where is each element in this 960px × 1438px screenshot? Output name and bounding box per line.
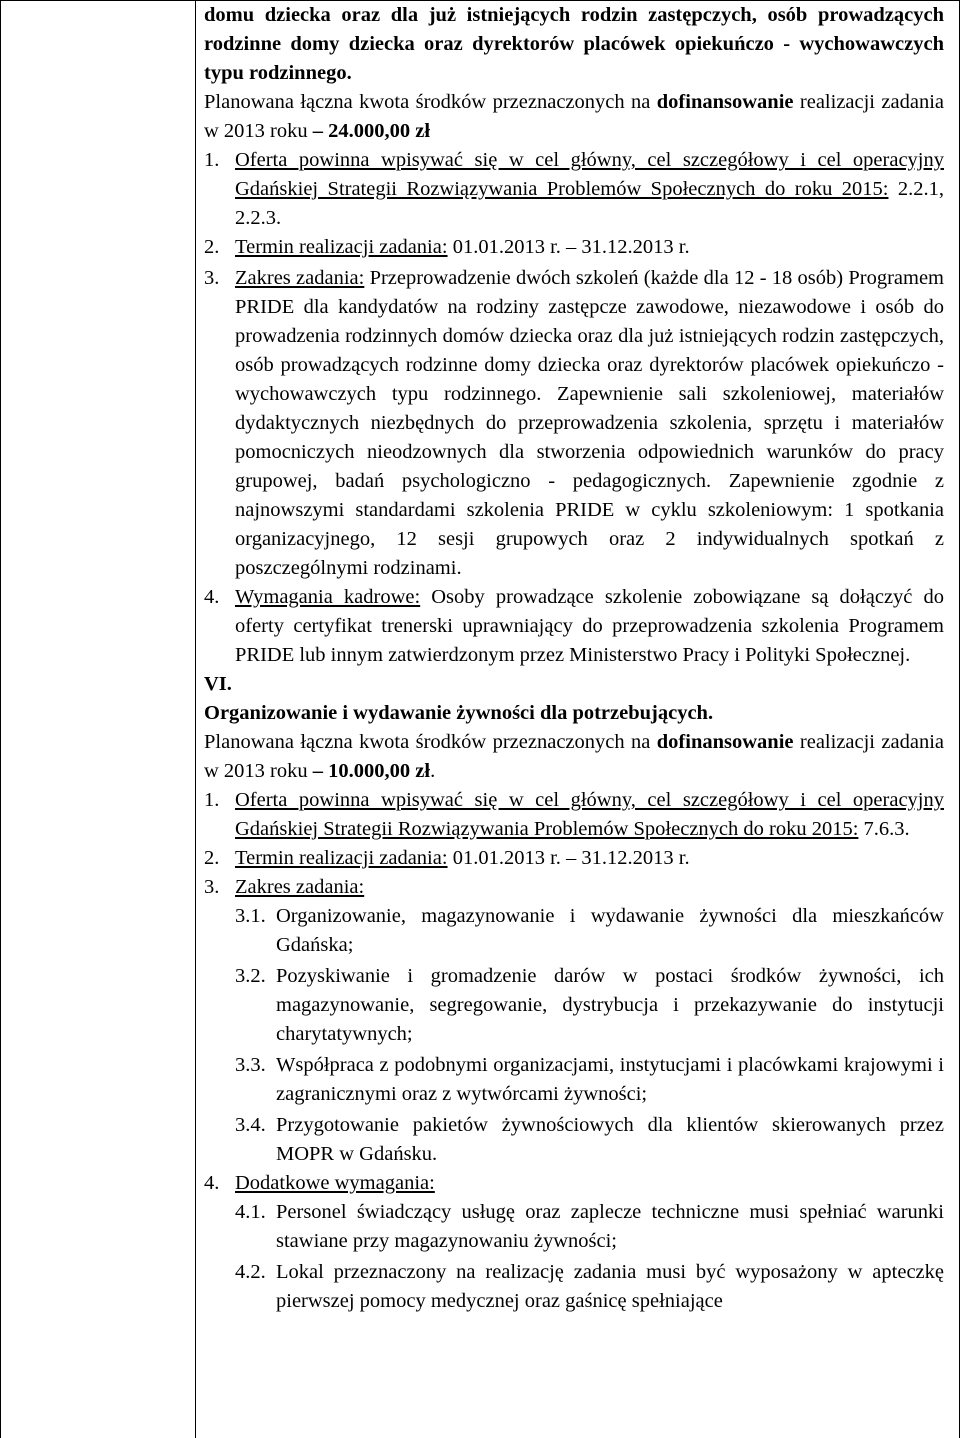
section-number: VI.	[204, 673, 232, 695]
funding-line: Planowana łączna kwota środków przeznaczonych na dofinansowanie realizacji zadania w 2013 roku – 24.000,00 zł	[204, 91, 944, 142]
document-text-column	[204, 1, 944, 1316]
sub-item-3-3: 3.3. Współpraca z podobnymi organizacjami, instytucjami i placówkami krajowymi i zagranicznymi oraz z wytwórcami żywności;	[235, 1054, 944, 1105]
intro-item-1: 1. Oferta powinna wpisywać się w cel główny, cel szczegółowy i cel operacyjny Gdańskiej Strategii Rozwiązywania Problemów Społecznych do roku 2015: 2.2.1, 2.2.3.	[204, 149, 944, 229]
intro-item-4: 4. Wymagania kadrowe: Osoby prowadzące szkolenie zobowiązane są dołączyć do oferty certyfikat trenerski uprawniający do przeprowadzenia szkolenia Programem PRIDE lub innym zatwierdzonym przez Ministerstwo Pracy i Polityki Społecznej.	[204, 586, 944, 666]
intro-item-3: 3. Zakres zadania: Przeprowadzenie dwóch szkoleń (każde dla 12 - 18 osób) Programem PRIDE dla kandydatów na rodziny zastępcze zawodowe, niezawodowe i osób do prowadzenia rodzinnych domów dziecka oraz dla już istniejących rodzin zastępczych, osób prowadzących rodzinne domy dziecka oraz dyrektorów placówek opiekuńczo - wychowawczych typu rodzinnego. Zapewnienie sali szkoleniowej, materiałów dydaktycznych niezbędnych do przeprowadzenia szkolenia, sprzętu i materiałów pomocniczych nieodzownych dla stworzenia odpowiednich warunków do pracy grupowej, badań psychologiczno - pedagogicznych. Zapewnienie zgodnie z najnowszymi standardami szkolenia PRIDE w cyklu szkoleniowym: 1 spotkania organizacyjnego, 12 sesji grupowych oraz 2 indywidualnych spotkań z poszczególnymi rodzinami.	[204, 267, 944, 579]
table-column-divider	[195, 0, 196, 1438]
sub-item-4-2: 4.2. Lokal przeznaczony na realizację zadania musi być wyposażony w apteczkę pierwszej pomocy medycznej oraz gaśnicę spełniające	[235, 1261, 944, 1312]
sub-item-4-1: 4.1. Personel świadczący usługę oraz zaplecze techniczne musi spełniać warunki stawiane przy magazynowaniu żywności;	[235, 1201, 944, 1252]
section-title: Organizowanie i wydawanie żywności dla potrzebujących.	[204, 702, 714, 724]
section-item-3: 3. Zakres zadania:	[204, 876, 365, 898]
section-item-2: 2. Termin realizacji zadania: 01.01.2013 r. – 31.12.2013 r.	[204, 847, 690, 869]
section-funding-line: Planowana łączna kwota środków przeznaczonych na dofinansowanie realizacji zadania w 2013 roku – 10.000,00 zł.	[204, 731, 944, 782]
sub-item-3-4: 3.4. Przygotowanie pakietów żywnościowych dla klientów skierowanych przez MOPR w Gdańsku.	[235, 1114, 944, 1165]
table-left-border	[0, 0, 1, 1438]
sub-item-3-2: 3.2. Pozyskiwanie i gromadzenie darów w postaci środków żywności, ich magazynowanie, segregowanie, dystrybucja i przekazywanie do instytucji charytatywnych;	[235, 965, 944, 1045]
intro-item-2: 2. Termin realizacji zadania: 01.01.2013 r. – 31.12.2013 r.	[204, 236, 690, 258]
continued-paragraph: domu dziecka oraz dla już istniejących rodzin zastępczych, osób prowadzących rodzinne domy dziecka oraz dyrektorów placówek opiekuńczo - wychowawczych typu rodzinnego.	[204, 4, 944, 84]
section-item-1: 1. Oferta powinna wpisywać się w cel główny, cel szczegółowy i cel operacyjny Gdańskiej Strategii Rozwiązywania Problemów Społecznych do roku 2015: 7.6.3.	[204, 789, 944, 840]
sub-item-3-1: 3.1. Organizowanie, magazynowanie i wydawanie żywności dla mieszkańców Gdańska;	[235, 905, 944, 956]
section-item-4: 4. Dodatkowe wymagania:	[204, 1172, 435, 1194]
